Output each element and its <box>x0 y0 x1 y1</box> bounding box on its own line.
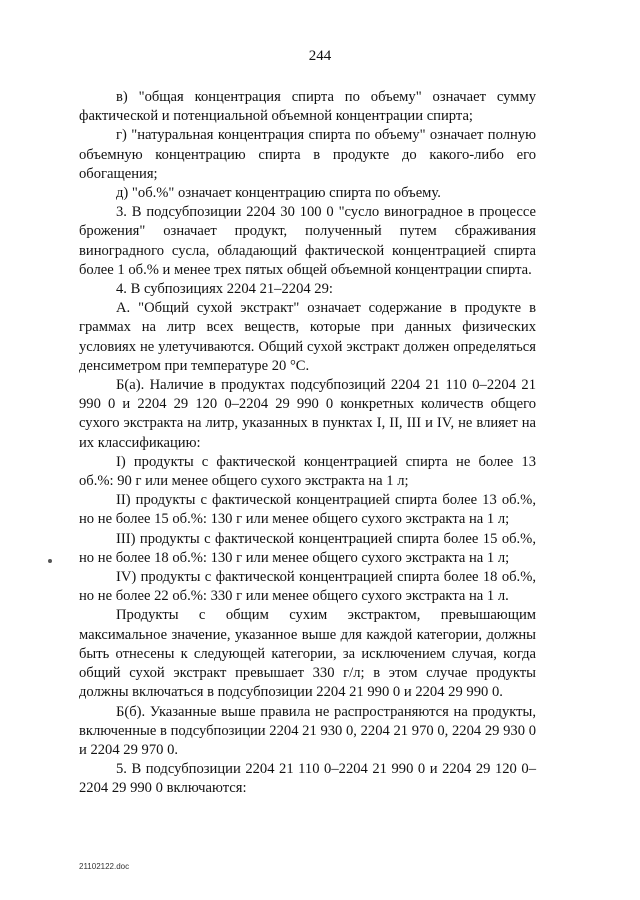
paragraph-b-b-exceptions: Б(б). Указанные выше правила не распространяются на продукты, включенные в подсубпозиции 2204 21 930 0, 2204 21 970 0, 2204 29 930 0 и 2204 29 970 0. <box>79 703 536 758</box>
paragraph-5-included: 5. В подсубпозиции 2204 21 110 0–2204 21 990 0 и 2204 29 120 0–2204 29 990 0 включаются: <box>79 761 536 797</box>
paragraph-v-total-alcohol: в) "общая концентрация спирта по объему" означает сумму фактической и потенциальной объемной концентрации спирта; <box>79 89 536 125</box>
footer-filename: 21102122.doc <box>79 862 130 871</box>
document-body <box>79 88 536 799</box>
paragraph-b-a-classification: Б(а). Наличие в продуктах подсубпозиций 2204 21 110 0–2204 21 990 0 и 2204 29 120 0–2204 29 990 0 конкретных количеств общего сухого экстракта на литр, указанных в пунктах I, II, III и IV, не влияет на их классификацию: <box>79 377 536 451</box>
paragraph-3-must-fermentation: 3. В подсубпозиции 2204 30 100 0 "сусло виноградное в процессе брожения" означает продукт, полученный путем сбраживания виноградного сусла, обладающий фактической концентрацией спирта более 1 об.% и менее трех пятых общей объемной концентрации спирта. <box>79 204 536 278</box>
paragraph-g-natural-alcohol: г) "натуральная концентрация спирта по объему" означает полную объемную концентрацию спирта в продукте до какого-либо его обогащения; <box>79 127 536 182</box>
paragraph-excess-extract: Продукты с общим сухим экстрактом, превышающим максимальное значение, указанное выше для каждой категории, должны быть отнесены к следующей категории, за исключением случая, когда общий сухой экстракт превышает 330 г/л; в этом случае продукты должны включаться в подсубпозиции 2204 21 990 0 и 2204 29 990 0. <box>79 607 536 701</box>
paragraph-a-dry-extract: А. "Общий сухой экстракт" означает содержание в продукте в граммах на литр всех веществ, которые при данных физических условиях не улетучиваются. Общий сухой экстракт должен определяться денсиметром при температуре 20 °С. <box>79 300 536 374</box>
paragraph-4-subheadings: 4. В субпозициях 2204 21–2204 29: <box>116 281 333 298</box>
paragraph-category-iii: III) продукты с фактической концентрацией спирта более 15 об.%, но не более 18 об.%: 130 г или менее общего сухого экстракта на 1 л; <box>79 530 536 566</box>
paragraph-category-i: I) продукты с фактической концентрацией спирта не более 13 об.%: 90 г или менее общего сухого экстракта на 1 л; <box>79 453 536 490</box>
margin-dot <box>48 559 52 563</box>
paragraph-category-iv: IV) продукты с фактической концентрацией спирта более 18 об.%, но не более 22 об.%: 330 г или менее общего сухого экстракта на 1 л. <box>79 569 536 605</box>
page-number: 244 <box>308 48 332 64</box>
paragraph-d-vol-percent: д) "об.%" означает концентрацию спирта по объему. <box>116 185 441 202</box>
paragraph-category-ii: II) продукты с фактической концентрацией спирта более 13 об.%, но не более 15 об.%: 130 г или менее общего сухого экстракта на 1 л; <box>79 492 536 528</box>
